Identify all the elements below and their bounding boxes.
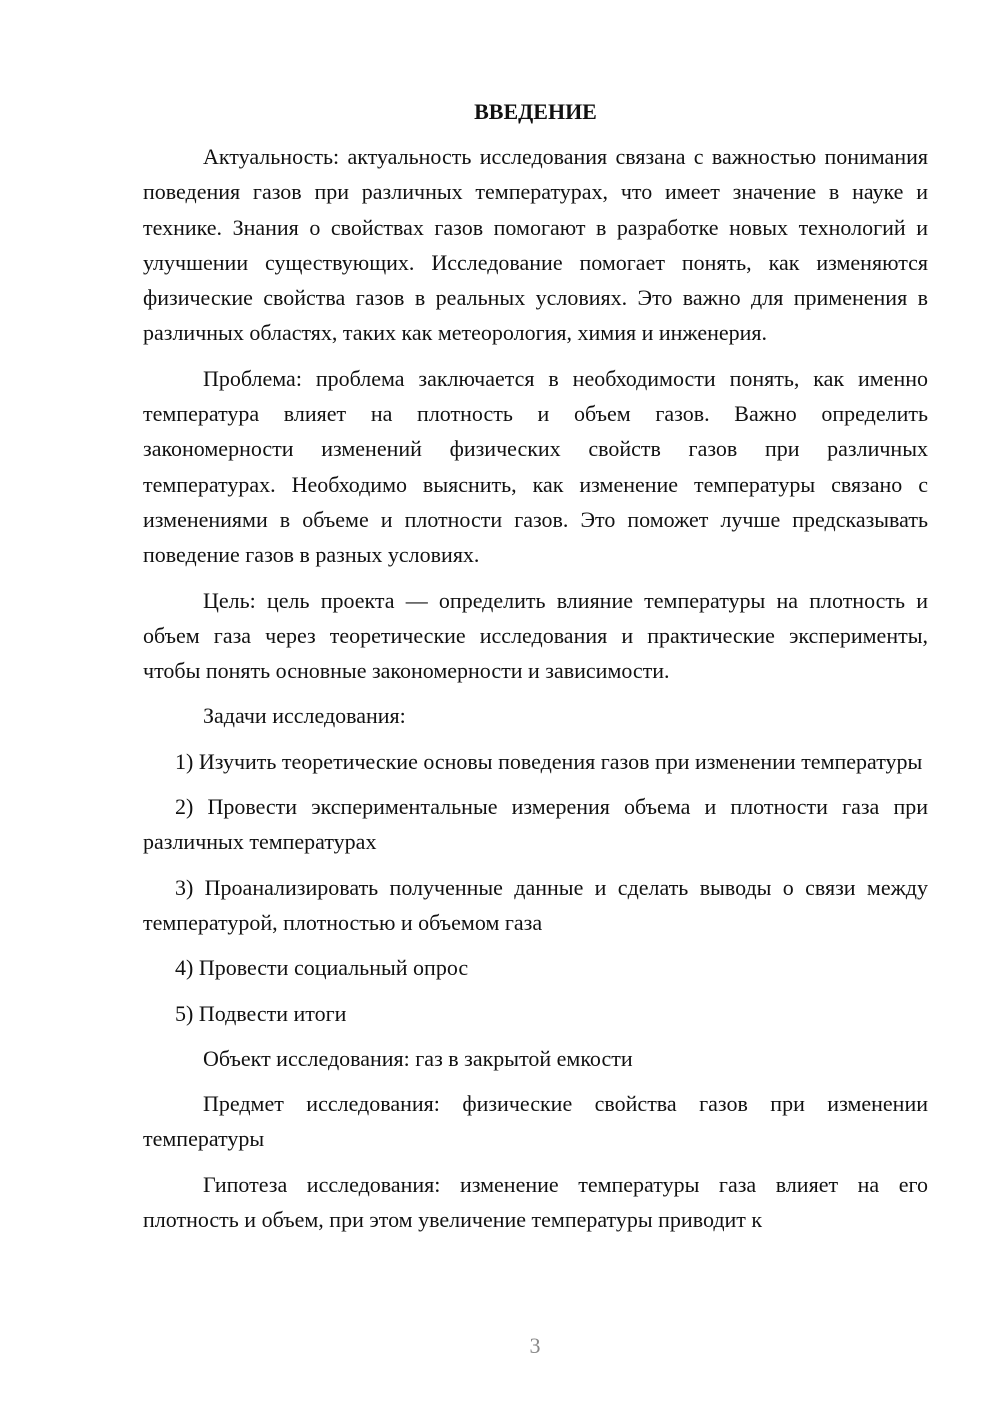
paragraph-goal: Цель: цель проекта — определить влияние температуры на плотность и объем газа через теоретические исследования и практические эксперименты, чтобы понять основные закономерности и зависимости.: [143, 587, 928, 684]
task-item-5: 5) Подвести итоги: [175, 1000, 347, 1026]
paragraph-hypothesis: Гипотеза исследования: изменение температуры газа влияет на его плотность и объем, при этом увеличение температуры приводит к: [143, 1171, 928, 1233]
page-content: [143, 94, 928, 1247]
task-item-2: 2) Провести экспериментальные измерения объема и плотности газа при различных температурах: [143, 794, 928, 855]
paragraph-relevance: Актуальность: актуальность исследования связана с важностью понимания поведения газов при различных температурах, что имеет значение в науке и технике. Знания о свойствах газов помогают в разработке новых технологий и улучшении существующих. Исследование помогает понять, как изменяются физические свойства газов в реальных условиях. Это важно для применения в различных областях, таких как метеорология, химия и инженерия.: [143, 144, 928, 346]
task-item-4: 4) Провести социальный опрос: [175, 955, 469, 981]
paragraph-object: Объект исследования: газ в закрытой емкости: [203, 1045, 633, 1071]
task-item-1: 1) Изучить теоретические основы поведения газов при изменении температуры: [175, 748, 923, 774]
paragraph-tasks-heading: Задачи исследования:: [203, 703, 406, 729]
paragraph-problem: Проблема: проблема заключается в необходимости понять, как именно температура влияет на плотность и объем газов. Важно определить закономерности изменений физических свойств газов при различных температурах. Необходимо выяснить, как изменение температуры связано с изменениями в объеме и плотности газов. Это поможет лучше предсказывать поведение газов в разных условиях.: [143, 365, 928, 568]
task-item-3: 3) Проанализировать полученные данные и сделать выводы о связи между температурой, плотностью и объемом газа: [143, 874, 928, 935]
paragraph-subject: Предмет исследования: физические свойства газов при изменении температуры: [143, 1091, 928, 1152]
page-number: 3: [529, 1333, 541, 1358]
section-title: ВВЕДЕНИЕ: [474, 99, 597, 124]
